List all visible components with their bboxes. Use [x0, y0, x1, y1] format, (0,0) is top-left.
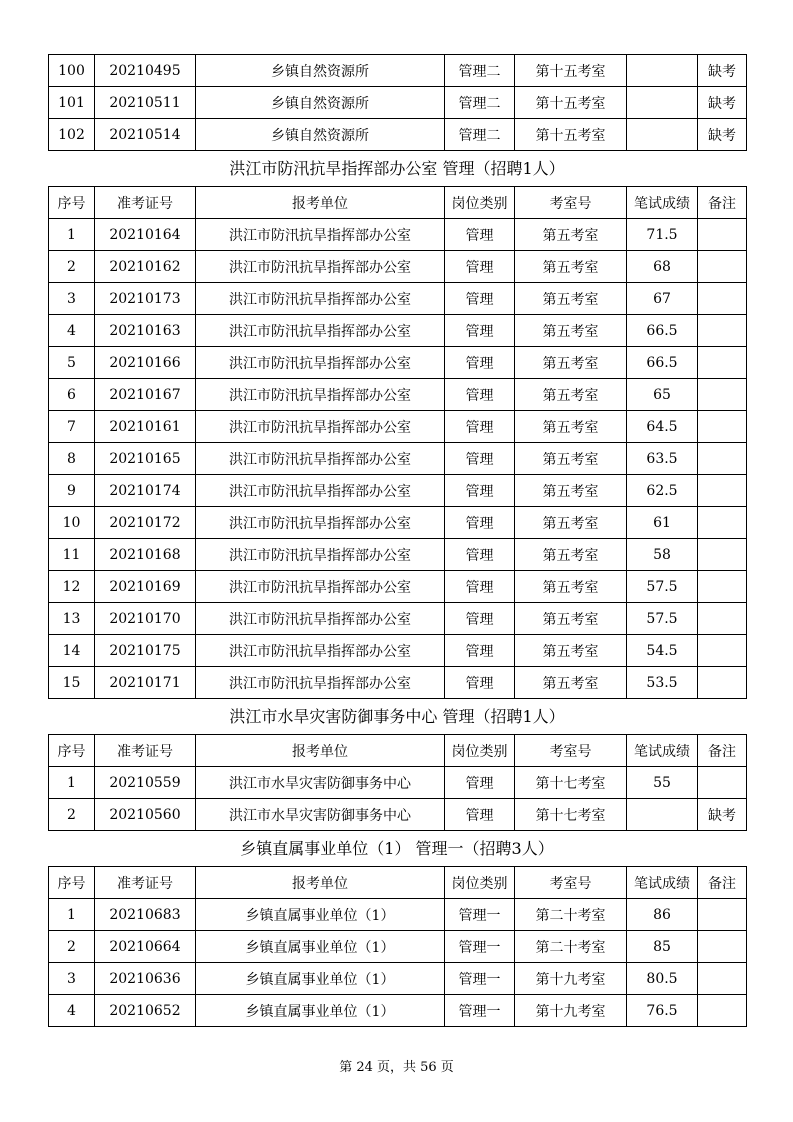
table-cell: 2 — [49, 799, 95, 831]
header-cell: 准考证号 — [95, 867, 196, 899]
table-cell: 洪江市防汛抗旱指挥部办公室 — [196, 283, 445, 315]
table-cell: 第五考室 — [515, 539, 627, 571]
table-row — [49, 571, 747, 603]
table-cell: 2 — [49, 931, 95, 963]
table-cell: 洪江市防汛抗旱指挥部办公室 — [196, 315, 445, 347]
table-cell — [698, 995, 747, 1027]
table-cell: 洪江市水旱灾害防御事务中心 — [196, 799, 445, 831]
table-cell: 洪江市防汛抗旱指挥部办公室 — [196, 571, 445, 603]
table-cell: 54.5 — [627, 635, 698, 667]
header-cell: 笔试成绩 — [627, 735, 698, 767]
table-row — [49, 379, 747, 411]
table-row — [49, 347, 747, 379]
table-cell: 第五考室 — [515, 443, 627, 475]
table-cell: 第十五考室 — [515, 55, 627, 87]
header-cell: 报考单位 — [196, 867, 445, 899]
table-row — [49, 931, 747, 963]
table-cell: 71.5 — [627, 219, 698, 251]
table-cell: 3 — [49, 963, 95, 995]
table-row — [49, 443, 747, 475]
table-cell: 20210165 — [95, 443, 196, 475]
table-cell: 20210174 — [95, 475, 196, 507]
table-cell — [698, 411, 747, 443]
table-cell: 缺考 — [698, 55, 747, 87]
table-cell: 62.5 — [627, 475, 698, 507]
table-cell: 洪江市防汛抗旱指挥部办公室 — [196, 603, 445, 635]
table-cell: 洪江市防汛抗旱指挥部办公室 — [196, 379, 445, 411]
table-cell: 第十七考室 — [515, 767, 627, 799]
table-cell: 9 — [49, 475, 95, 507]
table-cell: 管理 — [445, 283, 515, 315]
table-row — [49, 219, 747, 251]
table-cell: 20210652 — [95, 995, 196, 1027]
table-cell: 20210173 — [95, 283, 196, 315]
table-cell: 管理 — [445, 347, 515, 379]
table-cell: 57.5 — [627, 603, 698, 635]
table-cell — [698, 219, 747, 251]
table-cell: 管理 — [445, 475, 515, 507]
table-cell: 20210560 — [95, 799, 196, 831]
results-table — [48, 734, 747, 831]
table-row — [49, 283, 747, 315]
table-cell: 管理 — [445, 635, 515, 667]
table-cell: 20210171 — [95, 667, 196, 699]
table-cell: 20210166 — [95, 347, 196, 379]
table-cell: 管理 — [445, 379, 515, 411]
table-cell: 管理二 — [445, 87, 515, 119]
header-cell: 序号 — [49, 187, 95, 219]
table-cell: 8 — [49, 443, 95, 475]
table-cell: 缺考 — [698, 799, 747, 831]
table-cell: 10 — [49, 507, 95, 539]
table-cell: 管理 — [445, 443, 515, 475]
table-row — [49, 55, 747, 87]
table-cell: 5 — [49, 347, 95, 379]
table-cell: 第五考室 — [515, 219, 627, 251]
table-cell — [698, 635, 747, 667]
table-cell: 第二十考室 — [515, 899, 627, 931]
table-cell: 20210636 — [95, 963, 196, 995]
table-cell: 管理 — [445, 799, 515, 831]
header-cell: 笔试成绩 — [627, 187, 698, 219]
continuation-rows — [49, 55, 747, 151]
table-cell: 101 — [49, 87, 95, 119]
table-cell — [698, 931, 747, 963]
table-cell: 61 — [627, 507, 698, 539]
table-cell: 20210167 — [95, 379, 196, 411]
table-cell — [698, 379, 747, 411]
header-cell: 序号 — [49, 735, 95, 767]
table-cell: 67 — [627, 283, 698, 315]
table-cell: 13 — [49, 603, 95, 635]
table-cell: 乡镇自然资源所 — [196, 55, 445, 87]
section-title: 乡镇直属事业单位（1） 管理一（招聘3人） — [240, 839, 554, 858]
table-cell — [698, 667, 747, 699]
table-cell: 53.5 — [627, 667, 698, 699]
table-row — [49, 603, 747, 635]
table-cell: 管理 — [445, 507, 515, 539]
table-cell: 20210170 — [95, 603, 196, 635]
table-cell: 第五考室 — [515, 635, 627, 667]
table-cell: 管理 — [445, 315, 515, 347]
table-cell: 洪江市防汛抗旱指挥部办公室 — [196, 347, 445, 379]
header-cell: 考室号 — [515, 735, 627, 767]
table-cell: 55 — [627, 767, 698, 799]
table-cell — [698, 963, 747, 995]
table-cell: 20210163 — [95, 315, 196, 347]
results-table — [48, 866, 747, 1027]
table-cell: 第五考室 — [515, 379, 627, 411]
section-title: 洪江市防汛抗旱指挥部办公室 管理（招聘1人） — [229, 159, 565, 178]
page-footer: 第 24 页，共 56 页 — [339, 1060, 454, 1075]
table-cell: 14 — [49, 635, 95, 667]
header-cell: 准考证号 — [95, 187, 196, 219]
table-cell: 100 — [49, 55, 95, 87]
table-cell: 2 — [49, 251, 95, 283]
table-cell — [627, 799, 698, 831]
table-row — [49, 899, 747, 931]
table-row — [49, 315, 747, 347]
table-cell: 1 — [49, 899, 95, 931]
table-cell: 65 — [627, 379, 698, 411]
table-cell: 管理二 — [445, 55, 515, 87]
table-cell — [627, 55, 698, 87]
table-cell: 管理一 — [445, 899, 515, 931]
table-row — [49, 507, 747, 539]
table-header-row — [49, 867, 747, 899]
table-cell: 洪江市防汛抗旱指挥部办公室 — [196, 219, 445, 251]
header-cell: 笔试成绩 — [627, 867, 698, 899]
table-cell: 缺考 — [698, 87, 747, 119]
table-row — [49, 995, 747, 1027]
table-cell: 20210162 — [95, 251, 196, 283]
table-cell: 管理 — [445, 603, 515, 635]
table-cell: 管理 — [445, 767, 515, 799]
table-cell: 第十七考室 — [515, 799, 627, 831]
table-row — [49, 635, 747, 667]
header-cell: 备注 — [698, 735, 747, 767]
table-cell — [698, 315, 747, 347]
table-cell: 洪江市防汛抗旱指挥部办公室 — [196, 507, 445, 539]
table-cell: 管理 — [445, 667, 515, 699]
table-cell: 洪江市防汛抗旱指挥部办公室 — [196, 475, 445, 507]
table-row — [49, 119, 747, 151]
table-cell: 第五考室 — [515, 283, 627, 315]
table-cell: 洪江市水旱灾害防御事务中心 — [196, 767, 445, 799]
table-cell: 20210511 — [95, 87, 196, 119]
table-row — [49, 667, 747, 699]
table-cell: 管理二 — [445, 119, 515, 151]
table-cell: 乡镇直属事业单位（1） — [196, 931, 445, 963]
table-cell — [698, 899, 747, 931]
table-cell: 第十五考室 — [515, 119, 627, 151]
table-cell: 第五考室 — [515, 475, 627, 507]
table-cell: 12 — [49, 571, 95, 603]
table-cell: 乡镇直属事业单位（1） — [196, 995, 445, 1027]
table-cell: 58 — [627, 539, 698, 571]
table-cell: 15 — [49, 667, 95, 699]
table-cell: 管理一 — [445, 931, 515, 963]
table-row — [49, 799, 747, 831]
header-cell: 报考单位 — [196, 187, 445, 219]
table-cell: 102 — [49, 119, 95, 151]
table-cell: 管理 — [445, 251, 515, 283]
table-cell: 20210559 — [95, 767, 196, 799]
table-cell: 7 — [49, 411, 95, 443]
table-cell: 乡镇自然资源所 — [196, 119, 445, 151]
table-cell: 80.5 — [627, 963, 698, 995]
table-cell: 3 — [49, 283, 95, 315]
table-cell: 洪江市防汛抗旱指挥部办公室 — [196, 443, 445, 475]
table-cell: 68 — [627, 251, 698, 283]
table-cell: 第十九考室 — [515, 963, 627, 995]
table-header-row — [49, 187, 747, 219]
table-row — [49, 475, 747, 507]
table-cell: 第五考室 — [515, 315, 627, 347]
results-table — [48, 186, 747, 699]
table-cell: 管理 — [445, 539, 515, 571]
header-cell: 考室号 — [515, 867, 627, 899]
table-cell: 20210683 — [95, 899, 196, 931]
table-cell: 20210164 — [95, 219, 196, 251]
header-cell: 岗位类别 — [445, 735, 515, 767]
table-cell: 1 — [49, 767, 95, 799]
table-row — [49, 767, 747, 799]
table-cell: 66.5 — [627, 315, 698, 347]
table-cell: 第五考室 — [515, 411, 627, 443]
header-cell: 考室号 — [515, 187, 627, 219]
table-cell: 6 — [49, 379, 95, 411]
table-header-row — [49, 735, 747, 767]
table-cell — [698, 347, 747, 379]
table-cell: 第五考室 — [515, 347, 627, 379]
table-row — [49, 87, 747, 119]
table-cell — [627, 119, 698, 151]
table-cell: 乡镇直属事业单位（1） — [196, 963, 445, 995]
table-cell — [698, 443, 747, 475]
table-row — [49, 539, 747, 571]
table-cell: 第五考室 — [515, 507, 627, 539]
table-cell: 20210175 — [95, 635, 196, 667]
table-cell — [698, 767, 747, 799]
table-cell: 20210495 — [95, 55, 196, 87]
table-cell: 11 — [49, 539, 95, 571]
table-cell: 20210161 — [95, 411, 196, 443]
table-cell — [698, 283, 747, 315]
header-cell: 报考单位 — [196, 735, 445, 767]
table-cell: 1 — [49, 219, 95, 251]
table-cell: 第十九考室 — [515, 995, 627, 1027]
table-cell: 66.5 — [627, 347, 698, 379]
table-cell: 第五考室 — [515, 603, 627, 635]
table-cell: 76.5 — [627, 995, 698, 1027]
table-cell: 57.5 — [627, 571, 698, 603]
table-row — [49, 251, 747, 283]
table-cell: 20210169 — [95, 571, 196, 603]
table-cell: 第五考室 — [515, 667, 627, 699]
table-cell — [698, 539, 747, 571]
section-title: 洪江市水旱灾害防御事务中心 管理（招聘1人） — [229, 707, 565, 726]
table-cell: 乡镇自然资源所 — [196, 87, 445, 119]
header-cell: 备注 — [698, 187, 747, 219]
table-cell: 第五考室 — [515, 251, 627, 283]
table-cell: 第二十考室 — [515, 931, 627, 963]
table-cell: 20210172 — [95, 507, 196, 539]
table-cell: 第十五考室 — [515, 87, 627, 119]
table-cell: 洪江市防汛抗旱指挥部办公室 — [196, 411, 445, 443]
table-cell: 20210168 — [95, 539, 196, 571]
table-cell: 洪江市防汛抗旱指挥部办公室 — [196, 539, 445, 571]
table-row — [49, 963, 747, 995]
table-cell: 管理一 — [445, 963, 515, 995]
document-page — [48, 54, 746, 1027]
table-cell: 20210664 — [95, 931, 196, 963]
table-cell — [698, 475, 747, 507]
header-cell: 序号 — [49, 867, 95, 899]
header-cell: 岗位类别 — [445, 867, 515, 899]
table-cell: 缺考 — [698, 119, 747, 151]
table-cell: 洪江市防汛抗旱指挥部办公室 — [196, 667, 445, 699]
table-cell: 4 — [49, 315, 95, 347]
table-cell: 管理 — [445, 411, 515, 443]
table-cell — [698, 571, 747, 603]
table-cell: 第五考室 — [515, 571, 627, 603]
sections — [48, 151, 746, 1027]
table-cell: 85 — [627, 931, 698, 963]
table-cell — [698, 603, 747, 635]
table-cell: 4 — [49, 995, 95, 1027]
table-cell: 管理 — [445, 571, 515, 603]
table-cell — [698, 507, 747, 539]
table-cell: 管理 — [445, 219, 515, 251]
table-cell: 64.5 — [627, 411, 698, 443]
table-cell: 63.5 — [627, 443, 698, 475]
table-row — [49, 411, 747, 443]
table-cell: 管理一 — [445, 995, 515, 1027]
header-cell: 备注 — [698, 867, 747, 899]
header-cell: 准考证号 — [95, 735, 196, 767]
table-cell: 洪江市防汛抗旱指挥部办公室 — [196, 251, 445, 283]
table-cell: 20210514 — [95, 119, 196, 151]
table-cell: 乡镇直属事业单位（1） — [196, 899, 445, 931]
table-cell: 洪江市防汛抗旱指挥部办公室 — [196, 635, 445, 667]
header-cell: 岗位类别 — [445, 187, 515, 219]
table-cell — [698, 251, 747, 283]
table-cell: 86 — [627, 899, 698, 931]
table-cell — [627, 87, 698, 119]
continuation-table — [48, 54, 747, 151]
